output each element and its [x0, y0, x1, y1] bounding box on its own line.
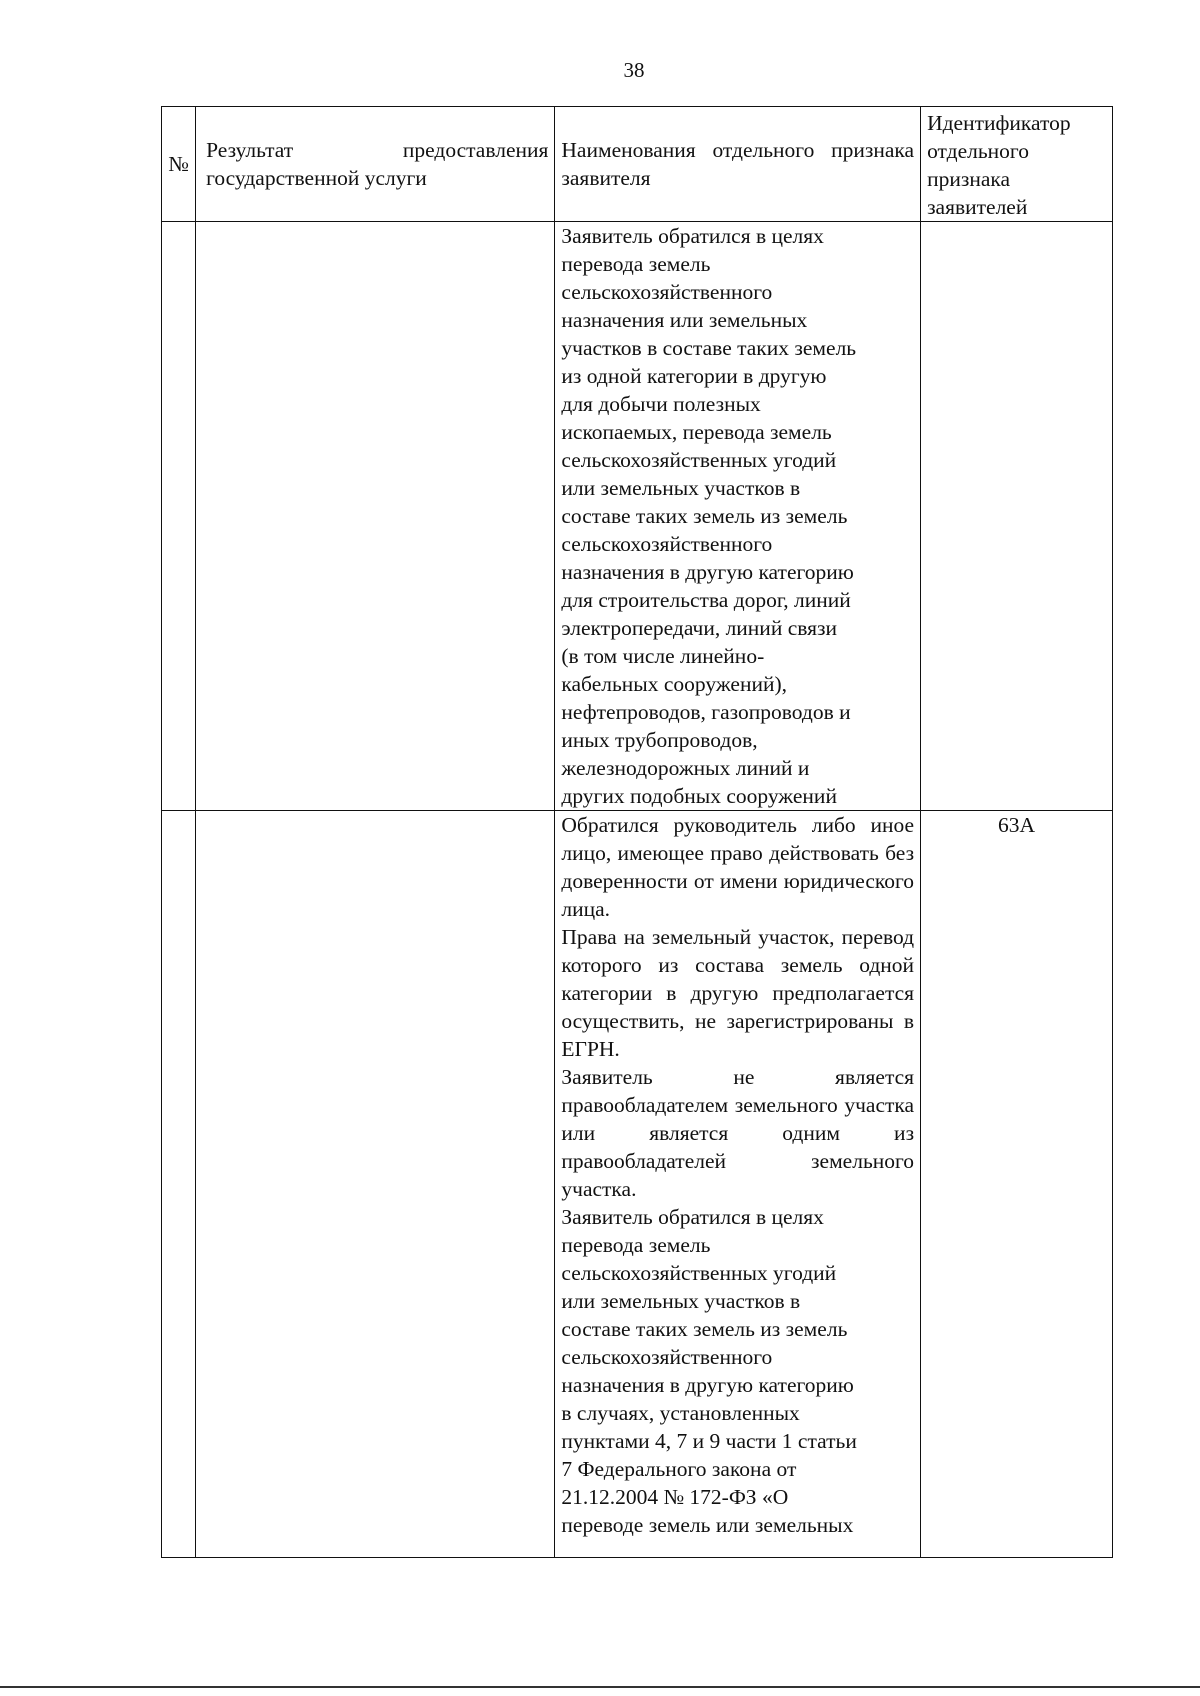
cell-attribute-id — [921, 222, 1113, 811]
cell-attribute-name — [555, 811, 921, 1558]
bottom-rule — [0, 1686, 1200, 1688]
table-row — [162, 811, 1113, 1558]
table-row — [162, 222, 1113, 811]
attribute-paragraph-2: Права на земельный участок, перевод которого из состава земель одной категории в другую предполагается осуществить, не зарегистрированы в ЕГРН. — [561, 925, 915, 1061]
attribute-paragraph-4: Заявитель обратился в целях перевода земель сельскохозяйственных угодий или земельных участков в составе таких земель из земель сельскохозяйственного назначения в другую категорию в случаях, установленных пунктами 4, 7 и 9 части 1 статьи 7 Федерального закона от 21.12.2004 № 172-ФЗ «О переводе земель или земельных — [561, 1205, 857, 1537]
cell-attribute-id: 63А — [921, 811, 1113, 1558]
cell-result — [196, 811, 555, 1558]
attribute-text: Заявитель обратился в целях перевода земель сельскохозяйственного назначения или земельных участков в составе таких земель из одной категории в другую для добычи полезных ископаемых, перевода земель сельскохозяйственных угодий или земельных участков в составе таких земель из земель сельскохозяйственного назначения в другую категорию для строительства дорог, линий электропередачи, линий связи (в том числе линейно- кабельных сооружений), нефтепроводов, газопроводов и иных трубопроводов, железнодорожных линий и других подобных сооружений — [561, 224, 857, 808]
cell-result — [196, 222, 555, 811]
cell-attribute-name — [555, 222, 921, 811]
header-result: Результат предоставления государственной услуги — [196, 107, 555, 222]
attribute-paragraph-1: Обратился руководитель либо иное лицо, имеющее право действовать без доверенности от имени юридического лица. — [561, 813, 915, 921]
header-attribute-name: Наименования отдельного признака заявителя — [555, 107, 921, 222]
applicant-attributes-table — [161, 106, 1113, 1558]
header-attribute-id: Идентификатор отдельного признака заявителей — [921, 107, 1113, 222]
table-header-row — [162, 107, 1113, 222]
cell-number — [162, 811, 196, 1558]
header-number: № — [162, 107, 196, 222]
attribute-paragraph-3: Заявитель не является правообладателем земельного участка или является одним из правообладателей земельного участка. — [561, 1065, 915, 1201]
cell-number — [162, 222, 196, 811]
page-number: 38 — [623, 58, 645, 82]
